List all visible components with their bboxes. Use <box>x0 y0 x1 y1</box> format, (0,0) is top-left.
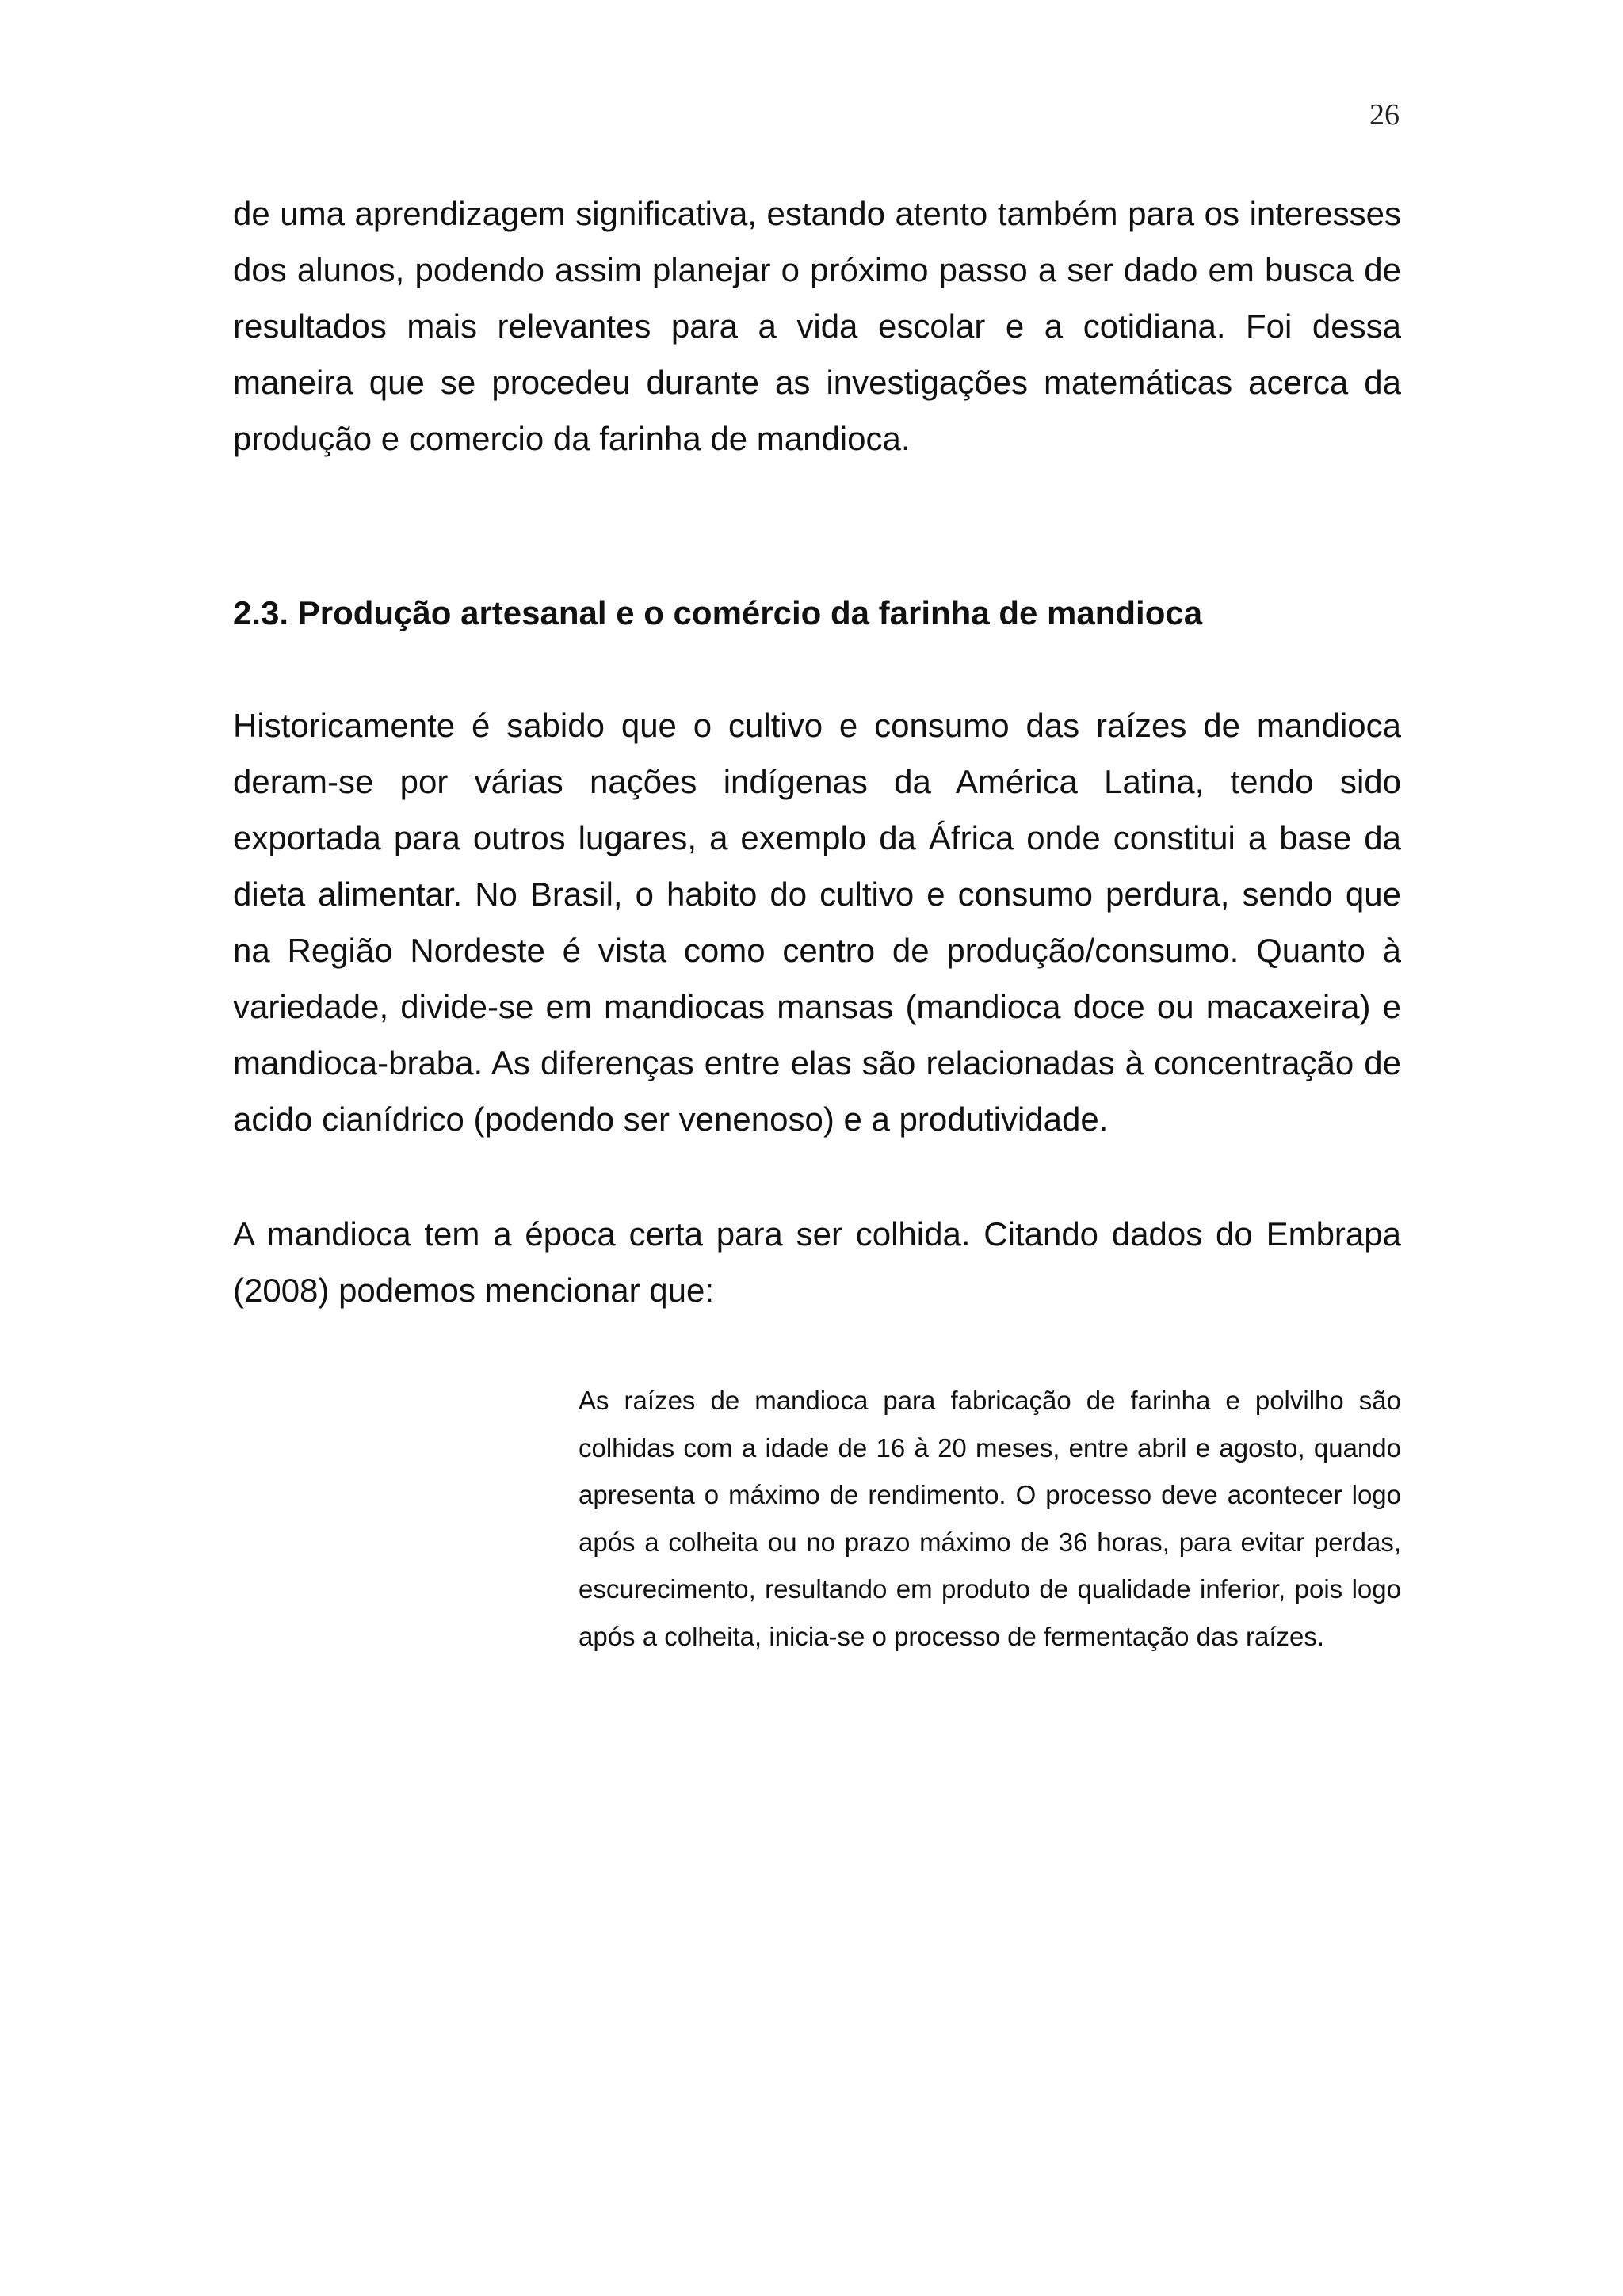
block-quote: As raízes de mandioca para fabricação de farinha e polvilho são colhidas com a idade de 16 à 20 meses, entre abril e agosto, quando apresenta o máximo de rendimento. O processo deve acontecer logo após a colheita ou no prazo máximo de 36 horas, para evitar perdas, escurecimento, resultando em produto de qualidade inferior, pois logo após a colheita, inicia-se o processo de fermentação das raízes. <box>579 1386 1401 1651</box>
page-number: 26 <box>1369 98 1400 132</box>
paragraph-continuation: de uma aprendizagem significativa, estando atento também para os interesses dos alunos, podendo assim planejar o próximo passo a ser dado em busca de resultados mais relevantes para a vida escolar e a cotidiana. Foi dessa maneira que se procedeu durante as investigações matemáticas acerca da produção e comercio da farinha de mandioca. <box>233 195 1401 457</box>
paragraph-mandioca: A mandioca tem a época certa para ser colhida. Citando dados do Embrapa (2008) podemos mencionar que: <box>233 1215 1401 1309</box>
paragraph-historic: Historicamente é sabido que o cultivo e consumo das raízes de mandioca deram-se por várias nações indígenas da América Latina, tendo sido exportada para outros lugares, a exemplo da África onde constitui a base da dieta alimentar. No Brasil, o habito do cultivo e consumo perdura, sendo que na Região Nordeste é vista como centro de produção/consumo. Quanto à variedade, divide-se em mandiocas mansas (mandioca doce ou macaxeira) e mandioca-braba. As diferenças entre elas são relacionadas à concentração de acido cianídrico (podendo ser venenoso) e a produtividade. <box>233 707 1401 1138</box>
section-heading: 2.3. Produção artesanal e o comércio da farinha de mandioca <box>233 594 1203 631</box>
